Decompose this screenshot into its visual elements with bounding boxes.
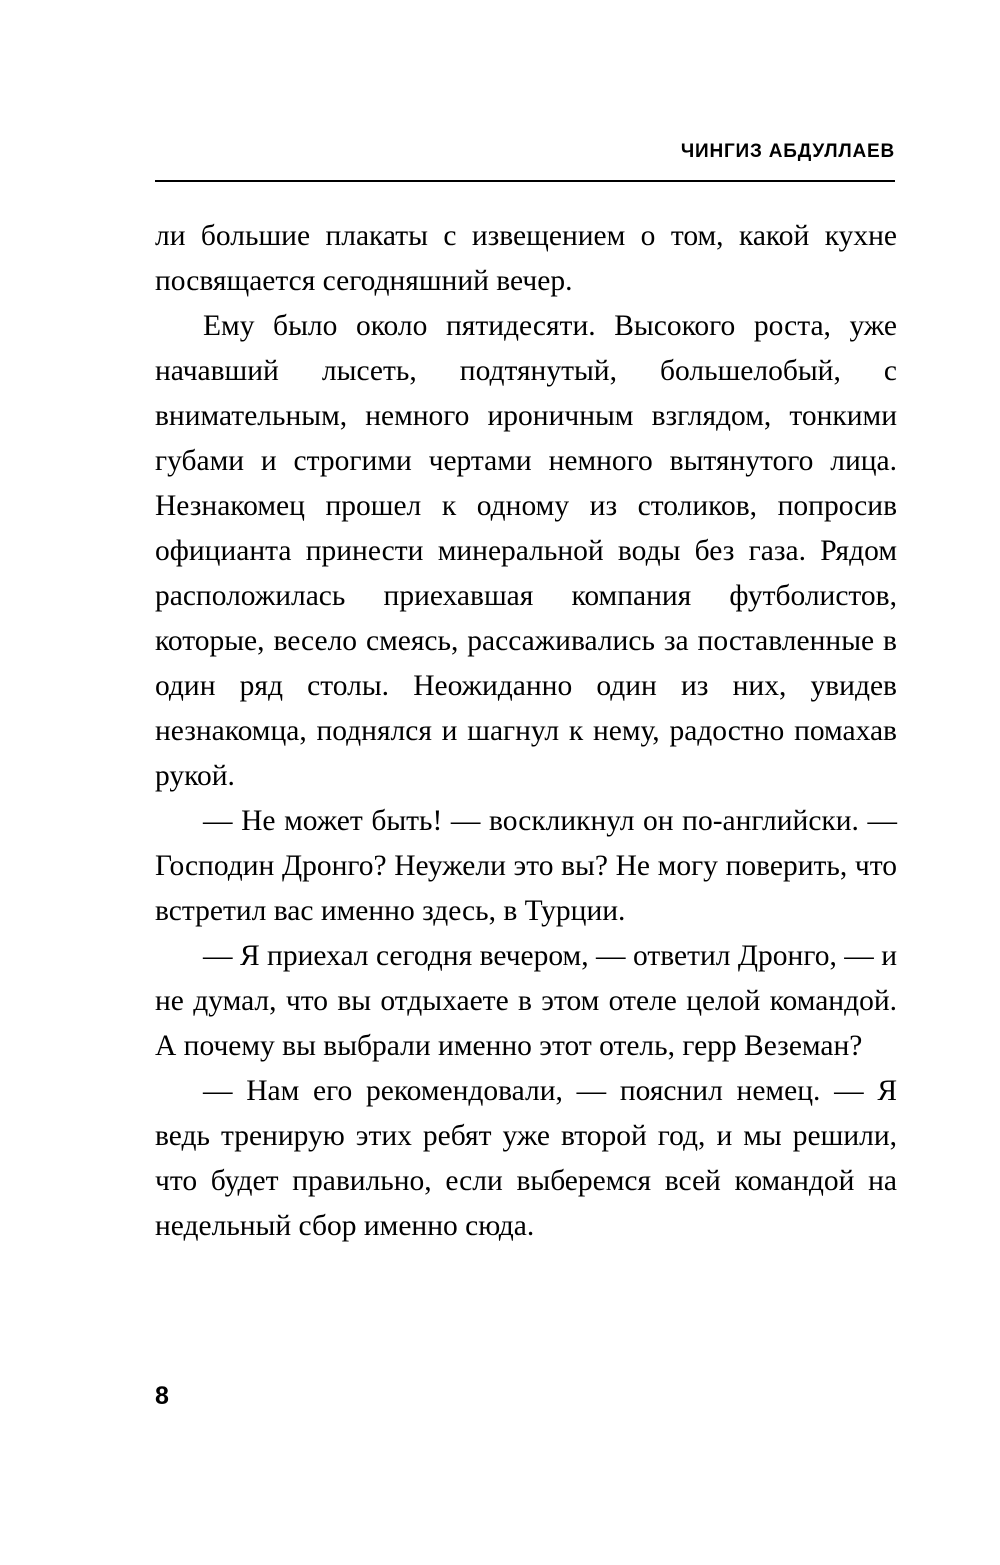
paragraph: ли большие плакаты с извещением о том, какой кухне посвящается сегодняшний вечер. (155, 220, 897, 297)
paragraph: — Нам его рекомендовали, — пояснил немец. — Я ведь тренирую этих ребят уже второй год, и мы решили, что будет правильно, если выберемся всей командой на недельный сбор именно сюда. (155, 1075, 897, 1242)
body-text (155, 214, 897, 1249)
page-header (155, 142, 895, 161)
paragraph: — Не может быть! — воскликнул он по-английски. — Господин Дронго? Неужели это вы? Не могу поверить, что встретил вас именно здесь, в Турции. (155, 805, 897, 927)
paragraph: Ему было около пятидесяти. Высокого роста, уже начавший лысеть, подтянутый, большелобый, с внимательным, немного ироничным взглядом, тонкими губами и строгими чертами немного вытянутого лица. Незнакомец прошел к одному из столиков, попросив официанта принести минеральной воды без газа. Рядом расположилась приехавшая компания футболистов, которые, весело смеясь, рассаживались за поставленные в один ряд столы. Неожиданно один из них, увидев незнакомца, поднялся и шагнул к нему, радостно помахав рукой. (155, 310, 897, 792)
running-head-author: ЧИНГИЗ АБДУЛЛАЕВ (680, 141, 895, 162)
paragraph: — Я приехал сегодня вечером, — ответил Дронго, — и не думал, что вы отдыхаете в этом отеле целой командой. А почему вы выбрали именно этот отель, герр Веземан? (155, 940, 897, 1062)
header-divider (155, 180, 895, 182)
page-number: 8 (155, 1382, 169, 1410)
